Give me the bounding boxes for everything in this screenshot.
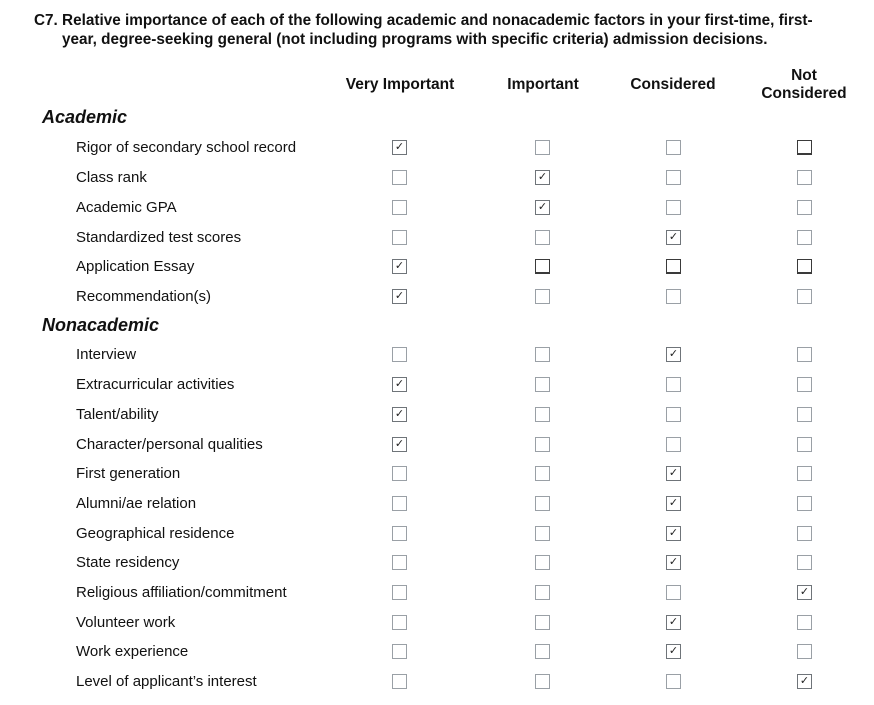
checkbox-not-considered[interactable] [797, 347, 812, 362]
factor-label: Religious affiliation/commitment [76, 584, 287, 601]
factor-row [0, 226, 874, 254]
factor-label: Character/personal qualities [76, 436, 263, 453]
check-mark-icon: ✓ [668, 644, 679, 657]
check-mark-icon: ✓ [668, 466, 679, 479]
factor-label: Geographical residence [76, 525, 235, 542]
check-mark-icon: ✓ [537, 200, 548, 213]
checkbox-considered[interactable] [666, 674, 681, 689]
factor-row [0, 373, 874, 401]
factor-row [0, 403, 874, 431]
factor-label: Level of applicant’s interest [76, 673, 257, 690]
factor-row [0, 166, 874, 194]
factor-label: Standardized test scores [76, 229, 242, 246]
check-mark-icon: ✓ [799, 674, 810, 687]
checkbox-very-important[interactable] [392, 170, 407, 185]
factor-label: First generation [76, 465, 181, 482]
factor-row [0, 255, 874, 283]
checkbox-important[interactable] [535, 555, 550, 570]
factor-label: State residency [76, 554, 180, 571]
factor-row [0, 285, 874, 313]
checkbox-very-important[interactable] [392, 289, 407, 304]
factor-label: Talent/ability [76, 406, 159, 423]
column-header-considered-line: Considered [761, 85, 847, 102]
checkbox-considered[interactable] [666, 170, 681, 185]
checkbox-very-important[interactable] [392, 407, 407, 422]
check-mark-icon: ✓ [668, 347, 679, 360]
factor-row [0, 670, 874, 698]
checkbox-very-important[interactable] [392, 644, 407, 659]
factor-row [0, 433, 874, 461]
check-mark-icon: ✓ [668, 615, 679, 628]
factor-label: Alumni/ae relation [76, 495, 197, 512]
checkbox-not-considered[interactable] [797, 615, 812, 630]
column-header-not-line: Not [791, 67, 817, 84]
check-mark-icon: ✓ [394, 140, 405, 153]
checkbox-important[interactable] [535, 644, 550, 659]
factor-label: Recommendation(s) [76, 288, 212, 305]
check-mark-icon: ✓ [394, 437, 405, 450]
checkbox-considered[interactable] [666, 585, 681, 600]
check-mark-icon: ✓ [668, 496, 679, 509]
check-mark-icon: ✓ [394, 259, 405, 272]
checkbox-very-important[interactable] [392, 259, 407, 274]
checkbox-very-important[interactable] [392, 437, 407, 452]
checkbox-very-important[interactable] [392, 140, 407, 155]
checkbox-important[interactable] [535, 140, 550, 155]
checkbox-not-considered[interactable] [797, 377, 812, 392]
checkbox-very-important[interactable] [392, 347, 407, 362]
checkbox-important[interactable] [535, 289, 550, 304]
factor-row [0, 136, 874, 164]
check-mark-icon: ✓ [668, 555, 679, 568]
check-mark-icon: ✓ [537, 170, 548, 183]
checkbox-important[interactable] [535, 347, 550, 362]
checkbox-not-considered[interactable] [797, 644, 812, 659]
checkbox-not-considered[interactable] [797, 555, 812, 570]
checkbox-very-important[interactable] [392, 200, 407, 215]
factor-row [0, 462, 874, 490]
factor-row [0, 196, 874, 224]
check-mark-icon: ✓ [668, 230, 679, 243]
section-heading-nonacademic: Nonacademic [42, 315, 160, 335]
factor-label: Extracurricular activities [76, 376, 235, 393]
column-header-not-considered [752, 67, 856, 103]
checkbox-considered[interactable] [666, 466, 681, 481]
factor-row [0, 492, 874, 520]
check-mark-icon: ✓ [394, 407, 405, 420]
checkbox-considered[interactable] [666, 140, 681, 155]
checkbox-not-considered[interactable] [797, 289, 812, 304]
checkbox-very-important[interactable] [392, 674, 407, 689]
checkbox-not-considered[interactable] [797, 259, 812, 274]
checkbox-considered[interactable] [666, 526, 681, 541]
question-line-1: C7. Relative importance of each of the following academic and nonacademic factors in your first-time, first- [34, 12, 813, 29]
factor-row [0, 343, 874, 371]
check-mark-icon: ✓ [799, 585, 810, 598]
checkbox-important[interactable] [535, 259, 550, 274]
check-mark-icon: ✓ [668, 526, 679, 539]
checkbox-considered[interactable] [666, 289, 681, 304]
checkbox-not-considered[interactable] [797, 407, 812, 422]
checkbox-considered[interactable] [666, 555, 681, 570]
checkbox-not-considered[interactable] [797, 200, 812, 215]
checkbox-important[interactable] [535, 230, 550, 245]
checkbox-not-considered[interactable] [797, 496, 812, 511]
check-mark-icon: ✓ [394, 377, 405, 390]
factor-label: Class rank [76, 169, 147, 186]
checkbox-not-considered[interactable] [797, 674, 812, 689]
checkbox-not-considered[interactable] [797, 526, 812, 541]
checkbox-very-important[interactable] [392, 526, 407, 541]
checkbox-very-important[interactable] [392, 496, 407, 511]
checkbox-important[interactable] [535, 496, 550, 511]
checkbox-considered[interactable] [666, 407, 681, 422]
checkbox-very-important[interactable] [392, 377, 407, 392]
checkbox-important[interactable] [535, 674, 550, 689]
checkbox-considered[interactable] [666, 259, 681, 274]
checkbox-considered[interactable] [666, 437, 681, 452]
check-mark-icon: ✓ [394, 289, 405, 302]
checkbox-not-considered[interactable] [797, 230, 812, 245]
checkbox-important[interactable] [535, 526, 550, 541]
checkbox-important[interactable] [535, 585, 550, 600]
checkbox-important[interactable] [535, 170, 550, 185]
question-text [34, 11, 854, 49]
column-header-considered: Considered [630, 76, 716, 93]
checkbox-very-important[interactable] [392, 230, 407, 245]
checkbox-important[interactable] [535, 437, 550, 452]
checkbox-not-considered[interactable] [797, 585, 812, 600]
checkbox-very-important[interactable] [392, 615, 407, 630]
column-header-important: Important [507, 76, 579, 93]
checkbox-important[interactable] [535, 615, 550, 630]
factor-row [0, 611, 874, 639]
factor-label: Rigor of secondary school record [76, 139, 297, 156]
checkbox-very-important[interactable] [392, 585, 407, 600]
checkbox-important[interactable] [535, 407, 550, 422]
checkbox-considered[interactable] [666, 200, 681, 215]
section-heading-academic: Academic [42, 107, 128, 127]
checkbox-considered[interactable] [666, 615, 681, 630]
factor-label: Volunteer work [76, 614, 176, 631]
checkbox-considered[interactable] [666, 347, 681, 362]
checkbox-considered[interactable] [666, 644, 681, 659]
factor-label: Interview [76, 346, 137, 363]
factor-label: Academic GPA [76, 199, 177, 216]
checkbox-very-important[interactable] [392, 555, 407, 570]
checkbox-important[interactable] [535, 200, 550, 215]
factor-label: Work experience [76, 643, 189, 660]
column-header-very-important: Very Important [345, 76, 455, 93]
factor-label: Application Essay [76, 258, 195, 275]
factor-row [0, 551, 874, 579]
checkbox-not-considered[interactable] [797, 466, 812, 481]
factor-row [0, 581, 874, 609]
question-line-2: year, degree-seeking general (not including programs with specific criteria) admission decisions. [62, 31, 768, 48]
checkbox-considered[interactable] [666, 230, 681, 245]
checkbox-not-considered[interactable] [797, 437, 812, 452]
checkbox-considered[interactable] [666, 496, 681, 511]
factor-row [0, 640, 874, 668]
checkbox-important[interactable] [535, 466, 550, 481]
checkbox-important[interactable] [535, 377, 550, 392]
checkbox-considered[interactable] [666, 377, 681, 392]
checkbox-not-considered[interactable] [797, 140, 812, 155]
factor-row [0, 522, 874, 550]
checkbox-very-important[interactable] [392, 466, 407, 481]
checkbox-not-considered[interactable] [797, 170, 812, 185]
